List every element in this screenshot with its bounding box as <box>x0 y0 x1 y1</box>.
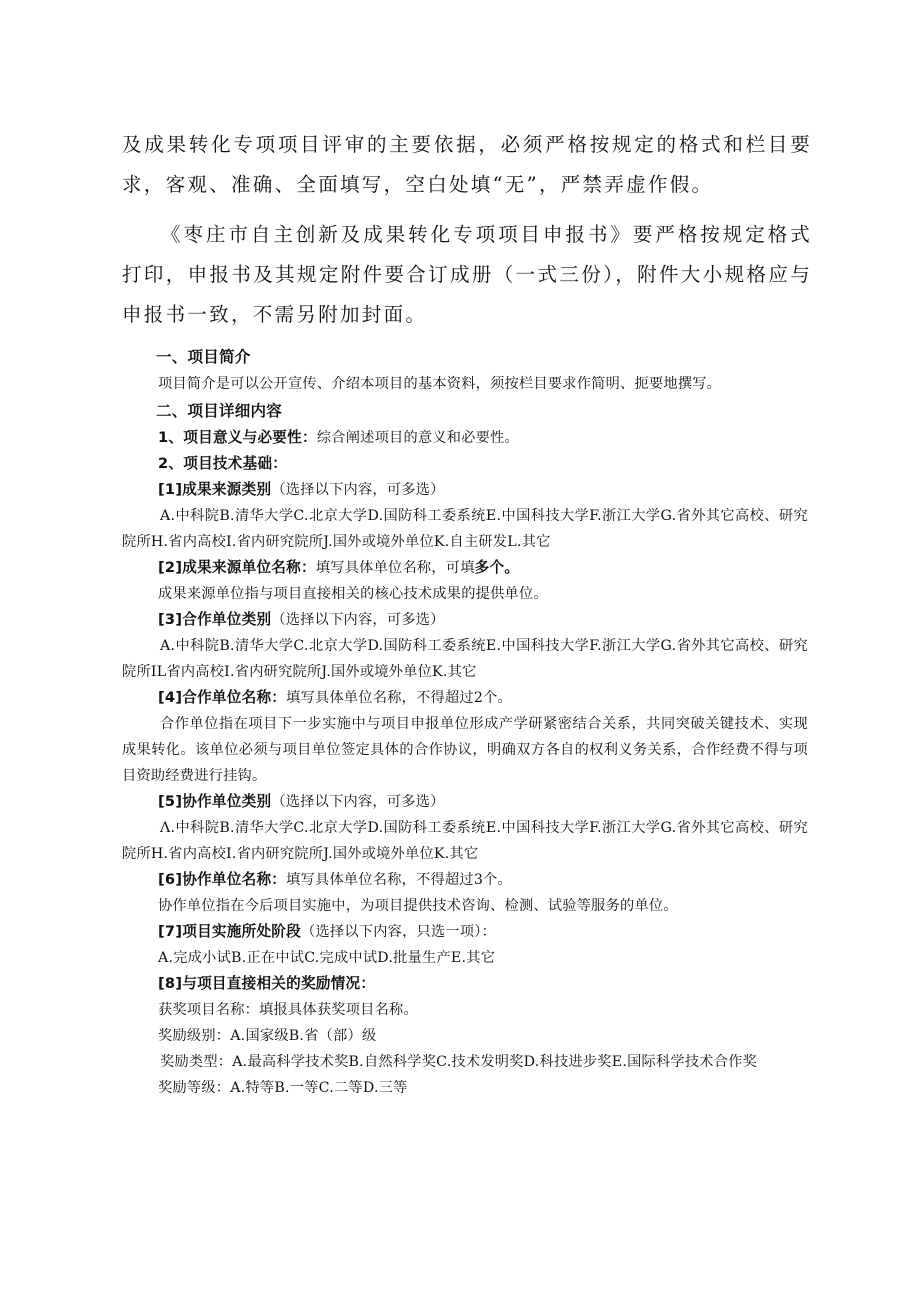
field-4-line <box>122 685 808 711</box>
award-grade: 奖励等级：A.特等B.一等C.二等D.三等 <box>158 1080 408 1096</box>
section-1-text: 项目简介是可以公开宣传、介绍本项目的基本资料，须按栏目要求作简明、扼要地撰写。 <box>158 376 722 392</box>
field-3-note: （选择以下内容，可多选） <box>271 612 445 628</box>
field-6-title: [6]协作单位名称： <box>158 871 287 888</box>
section-2-heading: 二、项目详细内容 <box>156 402 283 420</box>
field-2-note-bold: 多个。 <box>474 559 520 576</box>
field-1-title: [1]成果来源类别 <box>158 481 272 498</box>
field-3-options: A.中科院B.清华大学C.北京大学D.国防科工委系统E.中国科技大学F.浙江大学G.省外其它高校、研究院所IL省内高校I.省内研究院所J.国外或境外单位K.其它 <box>122 638 808 680</box>
field-3-title: [3]合作单位类别 <box>158 611 272 628</box>
field-5-title: [5]协作单位类别 <box>158 793 272 810</box>
field-6-note: 填写具体单位名称，不得超过3个。 <box>286 872 512 888</box>
intro-paragraph-1: 及成果转化专项项目评审的主要依据，必须严格按规定的格式和栏目要求，客观、准确、全面填写，空白处填“无”，严禁弄虚作假。 <box>122 133 812 196</box>
field-2-title: [2]成果来源单位名称： <box>158 559 316 576</box>
field-6-desc: 协作单位指在今后项目实施中，为项目提供技术咨询、检测、试验等服务的单位。 <box>158 898 678 914</box>
item-1-text: 综合阐述项目的意义和必要性。 <box>316 430 519 446</box>
award-name: 获奖项目名称：填报具体获奖项目名称。 <box>158 1002 418 1018</box>
field-7-note: （选择以下内容，只选一项）： <box>301 924 497 940</box>
item-1-line <box>122 425 808 451</box>
field-7-title: [7]项目实施所处阶段 <box>158 923 301 940</box>
field-4-desc: 合作单位指在项目下一步实施中与项目申报单位形成产学研紧密结合关系，共同突破关键技术、实现成果转化。该单位必须与项目单位签定具体的合作协议，明确双方各自的权利义务关系，合作经费不得与项目资助经费进行挂钩。 <box>122 716 808 784</box>
field-1-options: A.中科院B.清华大学C.北京大学D.国防科工委系统E.中国科技大学F.浙江大学G.省外其它高校、研究院所H.省内高校I.省内研究院所J.国外或境外单位K.自主研发L.其它 <box>122 508 808 550</box>
section-1-heading: 一、项目简介 <box>156 348 251 366</box>
instructions-body <box>122 343 808 1101</box>
field-5-line <box>122 789 808 815</box>
field-8-title: [8]与项目直接相关的奖励情况： <box>158 975 376 992</box>
field-7-options: A.完成小试B.正在中试C.完成中试D.批量生产E.其它 <box>158 950 496 966</box>
award-type: 奖励类型：A.最高科学技术奖B.自然科学奖C.技术发明奖D.科技进步奖E.国际科学技术合作奖 <box>160 1054 758 1070</box>
field-2-desc: 成果来源单位指与项目直接相关的核心技术成果的提供单位。 <box>158 586 548 602</box>
field-6-line <box>122 867 808 893</box>
field-4-note: 填写具体单位名称，不得超过2个。 <box>286 690 512 706</box>
award-level: 奖励级别：A.国家级B.省（部）级 <box>158 1028 377 1044</box>
field-2-note: 填写具体单位名称，可填 <box>315 560 475 576</box>
field-5-options: Λ.中科院B.清华大学C.北京大学D.国防科工委系统E.中国科技大学F.浙江大学G.省外其它高校、研究院所H.省内高校I.省内研究院所J.国外或境外单位K.其它 <box>122 820 808 862</box>
field-1-note: （选择以下内容，可多选） <box>271 482 445 498</box>
intro-paragraph-2: 《枣庄市自主创新及成果转化专项项目申报书》要严格按规定格式打印，申报书及其规定附件要合订成册（一式三份），附件大小规格应与申报书一致，不需另附加封面。 <box>122 223 812 326</box>
intro-section <box>122 125 812 335</box>
item-1-title: 1、项目意义与必要性： <box>158 429 317 446</box>
field-3-line <box>122 607 808 633</box>
field-2-line <box>122 555 808 581</box>
field-5-note: （选择以下内容，可多选） <box>271 794 445 810</box>
field-4-title: [4]合作单位名称： <box>158 689 287 706</box>
item-2-title: 2、项目技术基础： <box>158 455 288 472</box>
field-7-line <box>122 919 808 945</box>
field-1-line <box>122 477 808 503</box>
